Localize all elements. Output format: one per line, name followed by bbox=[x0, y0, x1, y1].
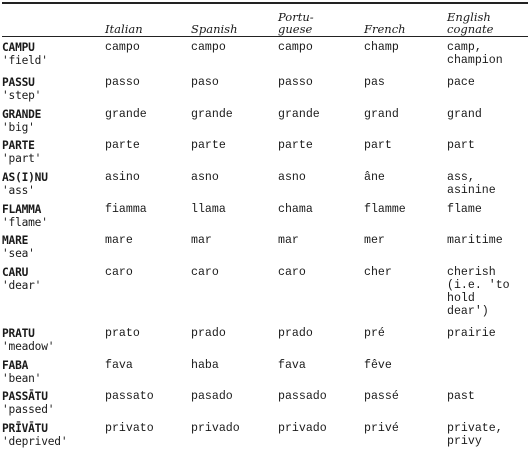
latin-etymon: AS(I)NU bbox=[2, 171, 48, 184]
table-row bbox=[2, 203, 528, 234]
latin-gloss: 'big' bbox=[2, 121, 35, 135]
french-cell: part bbox=[364, 139, 392, 152]
table-row bbox=[2, 108, 528, 139]
portuguese-cell: caro bbox=[278, 266, 306, 279]
italian-cell: asino bbox=[105, 171, 140, 184]
cell-line: champion bbox=[447, 54, 503, 68]
portuguese-cell: passo bbox=[278, 76, 313, 89]
english-cell: grand bbox=[447, 108, 482, 121]
italian-cell: mare bbox=[105, 234, 133, 247]
italian-cell: fava bbox=[105, 359, 133, 372]
french-cell: âne bbox=[364, 171, 385, 184]
table-row bbox=[2, 76, 528, 108]
english-cell bbox=[447, 36, 528, 76]
table-row bbox=[2, 390, 528, 422]
latin-etymon: PASSU bbox=[2, 76, 35, 89]
french-cell: passé bbox=[364, 390, 399, 403]
latin-gloss: 'dear' bbox=[2, 279, 42, 293]
cell-line: dear') bbox=[447, 305, 489, 319]
english-cell: pace bbox=[447, 76, 475, 89]
cognate-table-page bbox=[2, 0, 528, 471]
cell-line: private, bbox=[447, 422, 503, 435]
italian-cell: passo bbox=[105, 76, 140, 89]
portuguese-cell: asno bbox=[278, 171, 306, 184]
latin-gloss: 'bean' bbox=[2, 372, 42, 386]
english-cell bbox=[447, 359, 528, 390]
english-cell: past bbox=[447, 390, 475, 403]
spanish-cell: caro bbox=[191, 266, 219, 279]
cell-line: asinine bbox=[447, 184, 496, 198]
italian-cell: caro bbox=[105, 266, 133, 279]
portuguese-cell: fava bbox=[278, 359, 306, 372]
latin-etymon-cell bbox=[2, 359, 105, 390]
table-row bbox=[2, 139, 528, 171]
table-row bbox=[2, 359, 528, 390]
latin-gloss: 'part' bbox=[2, 152, 42, 166]
latin-etymon: PRATU bbox=[2, 327, 35, 340]
header-latin bbox=[2, 4, 105, 36]
cell-line: Portu- bbox=[278, 10, 314, 24]
english-cell: maritime bbox=[447, 234, 503, 247]
latin-gloss: 'deprived' bbox=[2, 435, 68, 449]
latin-etymon: PARTE bbox=[2, 139, 35, 152]
italian-cell: prato bbox=[105, 327, 140, 340]
header-spanish: Spanish bbox=[191, 22, 238, 36]
latin-etymon: MARE bbox=[2, 234, 29, 247]
italian-cell: passato bbox=[105, 390, 154, 403]
latin-gloss: 'meadow' bbox=[2, 340, 55, 354]
latin-etymon-cell bbox=[2, 76, 105, 108]
table-row bbox=[2, 266, 528, 327]
table-row bbox=[2, 36, 528, 76]
portuguese-cell: privado bbox=[278, 422, 327, 435]
latin-etymon: FLAMMA bbox=[2, 203, 42, 216]
table-row bbox=[2, 422, 528, 454]
latin-gloss: 'flame' bbox=[2, 216, 48, 230]
english-cell: flame bbox=[447, 203, 482, 216]
latin-etymon-cell bbox=[2, 234, 105, 266]
latin-etymon-cell bbox=[2, 36, 105, 76]
latin-etymon: CARU bbox=[2, 266, 29, 279]
latin-gloss: 'ass' bbox=[2, 184, 35, 198]
latin-etymon-cell bbox=[2, 266, 105, 327]
spanish-cell: haba bbox=[191, 359, 219, 372]
french-cell: cher bbox=[364, 266, 392, 279]
latin-gloss: 'field' bbox=[2, 54, 48, 68]
spanish-cell: llama bbox=[191, 203, 226, 216]
english-cell bbox=[447, 422, 528, 454]
cognate-table bbox=[2, 4, 528, 454]
spanish-cell: paso bbox=[191, 76, 219, 89]
english-cell: prairie bbox=[447, 327, 496, 340]
latin-etymon: FABA bbox=[2, 359, 29, 372]
latin-etymon-cell bbox=[2, 203, 105, 234]
portuguese-cell: chama bbox=[278, 203, 313, 216]
cell-line: English bbox=[447, 10, 491, 24]
french-cell: flamme bbox=[364, 203, 406, 216]
italian-cell: parte bbox=[105, 139, 140, 152]
italian-cell: fiamma bbox=[105, 203, 147, 216]
italian-cell: campo bbox=[105, 41, 140, 54]
italian-cell: privato bbox=[105, 422, 154, 435]
english-cell bbox=[447, 266, 528, 327]
header-portuguese bbox=[278, 4, 364, 36]
latin-gloss: 'step' bbox=[2, 89, 42, 103]
header-row bbox=[2, 4, 528, 36]
spanish-cell: parte bbox=[191, 139, 226, 152]
french-cell: pré bbox=[364, 327, 385, 340]
french-cell: fêve bbox=[364, 359, 392, 372]
cell-line: (i.e. 'to bbox=[447, 279, 510, 293]
spanish-cell: grande bbox=[191, 108, 233, 121]
cell-line: cognate bbox=[447, 22, 494, 36]
latin-etymon-cell bbox=[2, 422, 105, 454]
spanish-cell: campo bbox=[191, 41, 226, 54]
header-english-cognate bbox=[447, 4, 528, 36]
latin-etymon-cell bbox=[2, 139, 105, 171]
cell-line: ass, bbox=[447, 171, 475, 184]
header-french: French bbox=[364, 22, 406, 36]
french-cell: grand bbox=[364, 108, 399, 121]
spanish-cell: prado bbox=[191, 327, 226, 340]
spanish-cell: pasado bbox=[191, 390, 233, 403]
spanish-cell: mar bbox=[191, 234, 212, 247]
french-cell: mer bbox=[364, 234, 385, 247]
french-cell: pas bbox=[364, 76, 385, 89]
latin-gloss: 'passed' bbox=[2, 403, 55, 417]
english-cell bbox=[447, 171, 528, 203]
latin-etymon: CAMPU bbox=[2, 41, 35, 54]
spanish-cell: privado bbox=[191, 422, 240, 435]
latin-etymon-cell bbox=[2, 108, 105, 139]
portuguese-cell: campo bbox=[278, 41, 313, 54]
header-italian: Italian bbox=[105, 22, 143, 36]
portuguese-cell: passado bbox=[278, 390, 327, 403]
latin-etymon-cell bbox=[2, 327, 105, 359]
cell-line: camp, bbox=[447, 41, 482, 54]
italian-cell: grande bbox=[105, 108, 147, 121]
portuguese-cell: grande bbox=[278, 108, 320, 121]
table-row bbox=[2, 327, 528, 359]
latin-etymon: PRĪVĀTU bbox=[2, 422, 48, 435]
portuguese-cell: prado bbox=[278, 327, 313, 340]
latin-gloss: 'sea' bbox=[2, 247, 35, 261]
table-row bbox=[2, 171, 528, 203]
portuguese-cell: mar bbox=[278, 234, 299, 247]
cell-line: guese bbox=[278, 22, 313, 36]
table-row bbox=[2, 234, 528, 266]
spanish-cell: asno bbox=[191, 171, 219, 184]
latin-etymon-cell bbox=[2, 390, 105, 422]
cell-line: hold bbox=[447, 292, 475, 306]
cell-line: cherish bbox=[447, 266, 496, 279]
english-cell: part bbox=[447, 139, 475, 152]
latin-etymon: PASSĀTU bbox=[2, 390, 48, 403]
french-cell: champ bbox=[364, 41, 399, 54]
french-cell: privé bbox=[364, 422, 399, 435]
latin-etymon-cell bbox=[2, 171, 105, 203]
cell-line: privy bbox=[447, 435, 482, 449]
portuguese-cell: parte bbox=[278, 139, 313, 152]
latin-etymon: GRANDE bbox=[2, 108, 42, 121]
